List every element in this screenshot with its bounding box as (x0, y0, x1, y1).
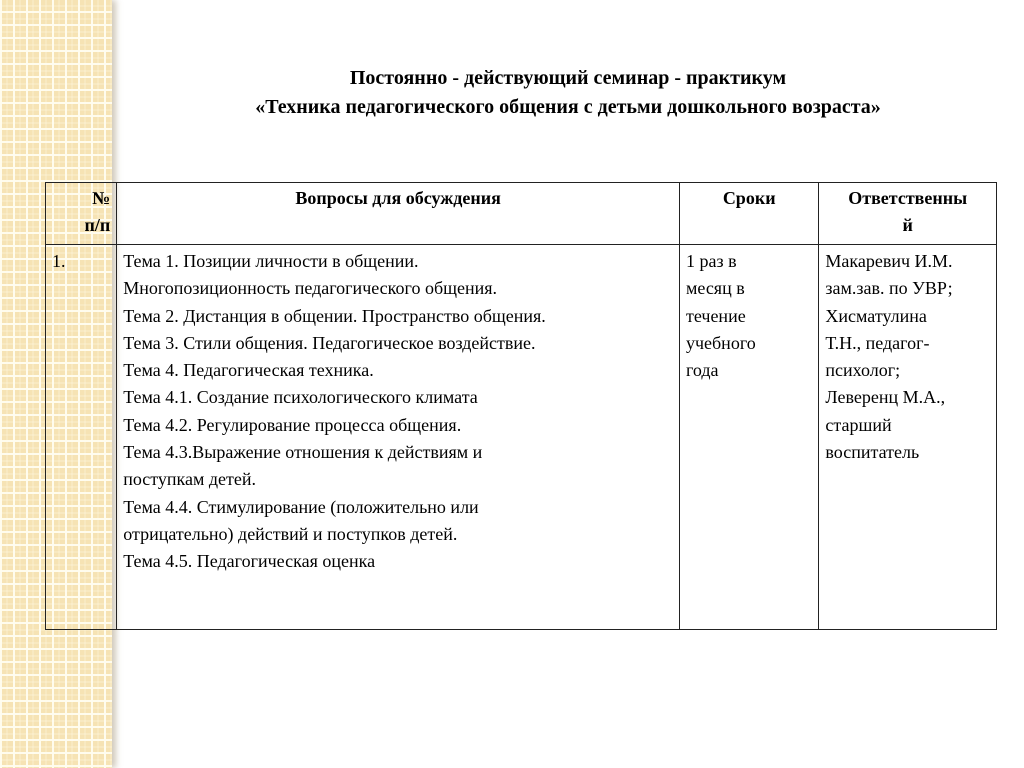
terms-line: учебного (685, 332, 756, 353)
topic-line: Тема 4.4. Стимулирование (положительно или (123, 496, 479, 517)
table-header-row (46, 183, 997, 245)
topic-line: поступкам детей. (123, 469, 257, 490)
row-number: 1. (46, 245, 117, 630)
topic-line: Тема 3. Стили общения. Педагогическое воздействие. (123, 332, 536, 353)
slide-title (112, 64, 1024, 122)
responsible-line: психолог; (825, 360, 901, 381)
seminar-table (45, 182, 997, 630)
header-terms: Сроки (679, 183, 818, 245)
topic-line: Тема 4. Педагогическая техника. (123, 360, 374, 381)
header-number-line: № (92, 188, 111, 208)
responsible-line: Т.Н., педагог- (825, 332, 930, 353)
table-row (46, 245, 997, 630)
header-responsible-line: й (902, 215, 913, 236)
header-number (46, 183, 117, 245)
topic-line: Тема 4.5. Педагогическая оценка (123, 551, 376, 572)
title-line-1: Постоянно - действующий семинар - практикум (349, 67, 787, 89)
responsible-cell (819, 245, 997, 630)
topic-line: Тема 4.2. Регулирование процесса общения. (123, 414, 462, 435)
topic-line: Тема 4.3.Выражение отношения к действиям и (123, 442, 483, 463)
header-responsible (819, 183, 997, 245)
terms-line: 1 раз в (685, 251, 737, 271)
terms-line: течение (685, 305, 746, 326)
title-line-2: «Техника педагогического общения с детьми дошкольного возраста» (255, 96, 881, 118)
topic-line: Тема 1. Позиции личности в общении. (123, 251, 419, 271)
responsible-line: воспитатель (825, 442, 920, 463)
responsible-line: Хисматулина (825, 305, 927, 326)
responsible-line: Макаревич И.М. (825, 251, 953, 271)
responsible-line: Леверенц М.А., (825, 387, 946, 408)
header-questions: Вопросы для обсуждения (117, 183, 680, 245)
terms-cell (679, 245, 818, 630)
responsible-line: старший (825, 414, 892, 435)
terms-line: года (685, 360, 719, 381)
topic-line: Многопозиционность педагогического общения. (123, 278, 497, 299)
header-responsible-line: Ответственны (848, 188, 968, 208)
header-number-line: п/п (84, 215, 111, 236)
topic-line: Тема 4.1. Создание психологического климата (123, 387, 478, 408)
topic-line: отрицательно) действий и поступков детей. (123, 523, 458, 544)
terms-line: месяц в (685, 278, 745, 299)
topics-cell (117, 245, 680, 630)
topic-line: Тема 2. Дистанция в общении. Пространство общения. (123, 305, 546, 326)
responsible-line: зам.зав. по УВР; (825, 278, 953, 299)
